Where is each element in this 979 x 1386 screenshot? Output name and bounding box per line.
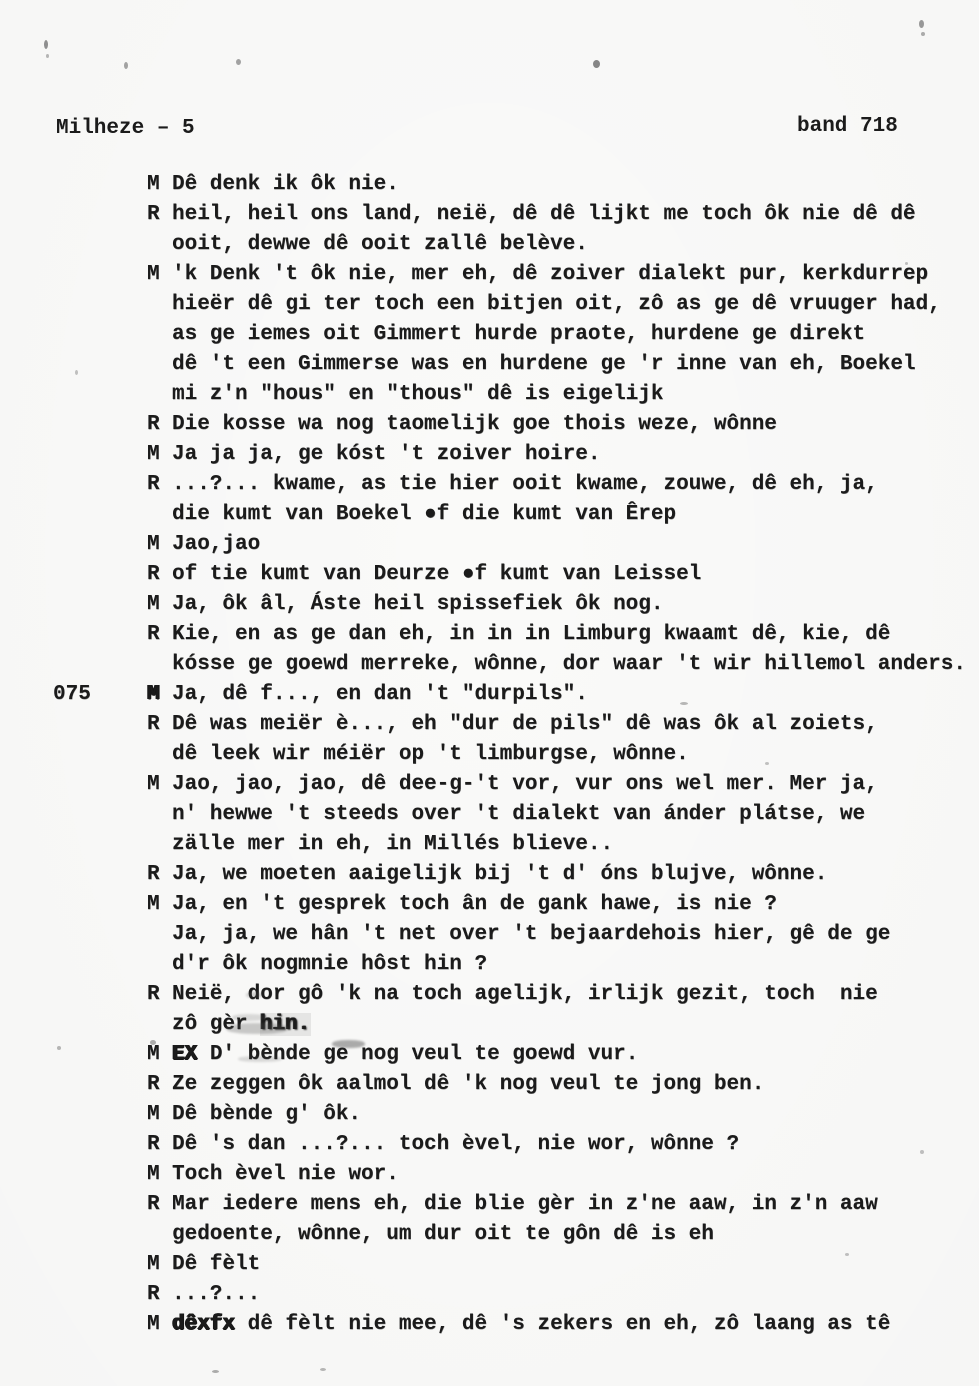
transcript-line — [53, 559, 979, 589]
speaker-label: M — [147, 1312, 160, 1336]
transcript-line — [53, 169, 979, 199]
speaker-label: M — [147, 442, 160, 466]
utterance-text: Dê bènde g' ôk. — [172, 1102, 362, 1126]
utterance-text — [172, 1313, 979, 1336]
speaker-label: R — [147, 1072, 160, 1096]
speaker-label: M — [147, 1162, 160, 1186]
utterance-text: Jao, jao, jao, dê dee-g-'t vor, vur ons wel mer. Mer ja, — [172, 772, 878, 796]
transcript-line — [53, 1009, 979, 1039]
utterance-text: dê 't een Gimmerse was en hurdene ge 'r inne van eh, Boekel — [172, 352, 916, 376]
transcript-line — [53, 1309, 979, 1339]
utterance-segment: dê fèlt nie mee, dê 's zekers en eh, zô laang as tê — [235, 1312, 891, 1336]
transcript-line — [53, 769, 979, 799]
speaker-label: R — [147, 1132, 160, 1156]
transcript-line — [53, 949, 979, 979]
utterance-text: n' hewwe 't steeds over 't dialekt van ánder plátse, we — [172, 802, 866, 826]
speaker-label: M — [147, 1252, 160, 1276]
transcript-line — [53, 919, 979, 949]
utterance-text: ...?... — [172, 1282, 261, 1306]
transcript-line — [53, 349, 979, 379]
transcript-line — [53, 1189, 979, 1219]
speaker-label: M — [147, 892, 160, 916]
transcript-line — [53, 499, 979, 529]
band-number: band 718 — [797, 115, 898, 138]
transcript-line — [53, 229, 979, 259]
utterance-text: dê leek wir méiër op 't limburgse, wônne. — [172, 742, 689, 766]
utterance-text: Die kosse wa nog taomelijk goe thois weze, wônne — [172, 412, 777, 436]
utterance-text: Neië, dor gô 'k na toch agelijk, irlijk gezit, toch nie — [172, 982, 878, 1006]
transcript-line — [53, 799, 979, 829]
transcript-line — [53, 1099, 979, 1129]
utterance-text: gedoente, wônne, um dur oit te gôn dê is eh — [172, 1222, 714, 1246]
scan-speck — [765, 762, 769, 765]
utterance-text: Ja, ôk âl, Áste heil spissefiek ôk nog. — [172, 592, 664, 616]
scan-speck — [905, 262, 908, 265]
scan-smudge — [246, 992, 262, 998]
scan-speck — [75, 370, 78, 375]
utterance-text: Ja, we moeten aaigelijk bij 't d' óns blujve, wônne. — [172, 862, 828, 886]
utterance-text: Ja, ja, we hân 't net over 't bejaardehois hier, gê de ge — [172, 922, 891, 946]
utterance-text: of tie kumt van Deurze ●f kumt van Leissel — [172, 562, 702, 586]
overstruck-text: dêxfx — [172, 1312, 236, 1336]
transcript-line — [53, 1219, 979, 1249]
transcript — [53, 169, 979, 1339]
speaker-label: M — [147, 1102, 160, 1126]
scan-smudge — [232, 1014, 266, 1021]
scan-smudge — [332, 1040, 365, 1048]
utterance-text: ...?... kwame, as tie hier ooit kwame, zouwe, dê eh, ja, — [172, 472, 878, 496]
transcript-line — [53, 199, 979, 229]
scan-speck — [57, 1046, 61, 1050]
utterance-text: kósse ge goewd merreke, wônne, dor waar 't wir hillemol anders. — [172, 652, 966, 676]
utterance-text: d'r ôk nogmnie hôst hin ? — [172, 952, 488, 976]
transcript-line — [53, 469, 979, 499]
utterance-text: Toch èvel nie wor. — [172, 1162, 399, 1186]
speaker-label: M — [147, 532, 160, 556]
page-title: Milheze – 5 — [56, 117, 195, 140]
utterance-text — [172, 1013, 979, 1036]
transcript-line — [53, 1039, 979, 1069]
transcript-line — [53, 889, 979, 919]
scan-speck — [150, 1040, 156, 1045]
transcript-line — [53, 679, 979, 709]
utterance-text: mi z'n "hous" en "thous" dê is eigelijk — [172, 382, 664, 406]
speaker-label: R — [147, 982, 160, 1006]
speaker-label: M — [147, 1042, 160, 1066]
utterance-text: Ze zeggen ôk aalmol dê 'k nog veul te jong ben. — [172, 1072, 765, 1096]
scan-speck — [593, 60, 600, 68]
scan-smudge — [238, 1056, 282, 1062]
speaker-label: M — [147, 262, 160, 286]
transcript-line — [53, 649, 979, 679]
utterance-text: Dê fèlt — [172, 1252, 261, 1276]
utterance-text: Ja ja ja, ge kóst 't zoiver hoire. — [172, 442, 601, 466]
speaker-label: M — [147, 682, 160, 706]
utterance-text — [172, 1043, 979, 1066]
utterance-text: zälle mer in eh, in Millés blieve.. — [172, 832, 614, 856]
speaker-label: M — [147, 592, 160, 616]
speaker-label: R — [147, 1282, 160, 1306]
speaker-label: R — [147, 622, 160, 646]
transcript-line — [53, 1159, 979, 1189]
scan-speck — [320, 1368, 326, 1371]
transcript-line — [53, 379, 979, 409]
utterance-text: Dê was meiër è..., eh "dur de pils" dê was ôk al zoiets, — [172, 712, 878, 736]
transcript-line — [53, 829, 979, 859]
speaker-label: M — [147, 772, 160, 796]
scan-smudge — [226, 1023, 288, 1034]
transcript-line — [53, 1249, 979, 1279]
speaker-label: R — [147, 412, 160, 436]
utterance-segment: zô gèr — [172, 1012, 261, 1036]
speaker-label: M — [147, 172, 160, 196]
transcript-line — [53, 409, 979, 439]
scan-speck — [46, 54, 49, 58]
transcript-line — [53, 589, 979, 619]
transcript-line — [53, 289, 979, 319]
utterance-text: Mar iedere mens eh, die blie gèr in z'ne aaw, in z'n aaw — [172, 1192, 878, 1216]
speaker-label: R — [147, 862, 160, 886]
utterance-text: Dê denk ik ôk nie. — [172, 172, 399, 196]
transcript-line — [53, 739, 979, 769]
scan-speck — [236, 59, 241, 65]
utterance-text: ooit, dewwe dê ooit zallê belève. — [172, 232, 588, 256]
transcript-line — [53, 709, 979, 739]
utterance-text: die kumt van Boekel ●f die kumt van Êrep — [172, 502, 677, 526]
utterance-text: Dê 's dan ...?... toch èvel, nie wor, wônne ? — [172, 1132, 740, 1156]
scan-speck — [44, 40, 48, 49]
scan-speck — [845, 1253, 849, 1256]
speaker-label: R — [147, 712, 160, 736]
transcript-line — [53, 619, 979, 649]
overstruck-text: hin. — [260, 1012, 311, 1036]
speaker-label: R — [147, 562, 160, 586]
transcript-line — [53, 439, 979, 469]
utterance-text: heil, heil ons land, neië, dê dê lijkt me toch ôk nie dê dê — [172, 202, 916, 226]
transcript-line — [53, 319, 979, 349]
scan-speck — [921, 32, 925, 36]
utterance-segment: D' bènde ge nog veul te goewd vur. — [197, 1042, 639, 1066]
transcript-line — [53, 1069, 979, 1099]
scan-speck — [920, 1150, 924, 1154]
utterance-text: Ja, en 't gesprek toch ân de gank hawe, is nie ? — [172, 892, 777, 916]
transcript-line — [53, 259, 979, 289]
utterance-text: Ja, dê f..., en dan 't "durpils". — [172, 682, 588, 706]
transcript-line — [53, 1279, 979, 1309]
transcript-line — [53, 859, 979, 889]
utterance-text: Kie, en as ge dan eh, in in in Limburg kwaamt dê, kie, dê — [172, 622, 891, 646]
margin-counter: 075 — [53, 682, 91, 706]
utterance-text: as ge iemes oit Gimmert hurde praote, hurdene ge direkt — [172, 322, 866, 346]
speaker-label: R — [147, 472, 160, 496]
scan-speck — [212, 1370, 219, 1373]
scan-speck — [124, 62, 128, 69]
scan-speck — [680, 702, 688, 705]
transcript-line — [53, 529, 979, 559]
utterance-text: 'k Denk 't ôk nie, mer eh, dê zoiver dialekt pur, kerkdurrep — [172, 262, 929, 286]
speaker-label: R — [147, 1192, 160, 1216]
speaker-label: R — [147, 202, 160, 226]
transcript-line — [53, 1129, 979, 1159]
utterance-text: Jao,jao — [172, 532, 261, 556]
overstruck-text: EX — [172, 1042, 198, 1066]
scan-speck — [919, 20, 924, 28]
utterance-text: hieër dê gi ter toch een bitjen oit, zô as ge dê vruuger had, — [172, 292, 941, 316]
transcript-line — [53, 979, 979, 1009]
